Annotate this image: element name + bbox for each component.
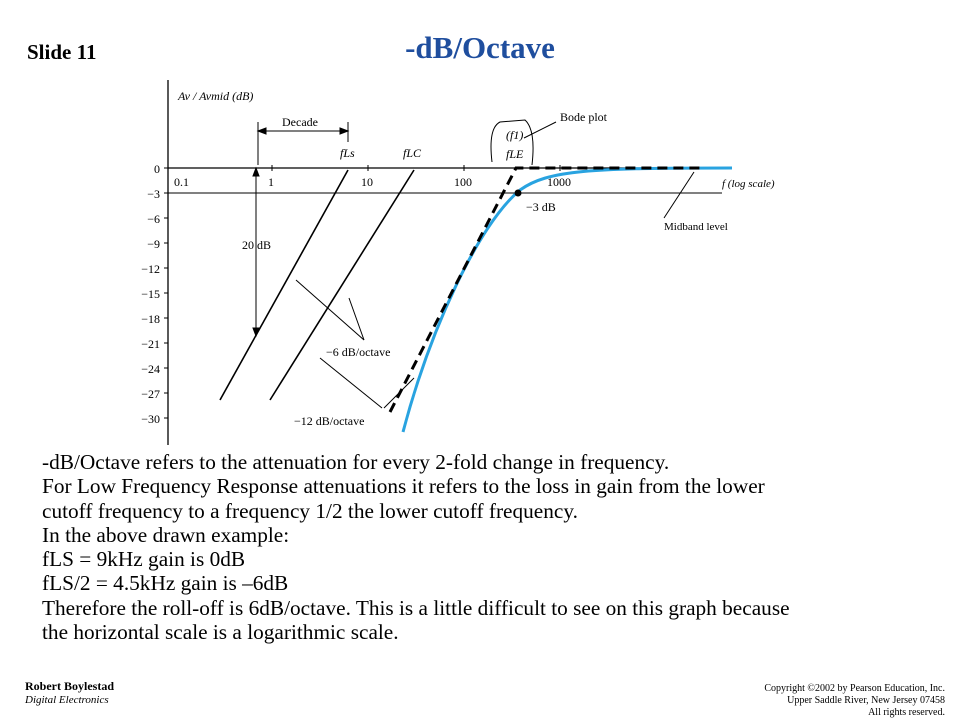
bode-plot-label: Bode plot: [560, 110, 607, 124]
footer-book-title: Digital Electronics: [25, 694, 109, 706]
decade-label: Decade: [282, 115, 318, 129]
slide-title: -dB/Octave: [405, 30, 555, 65]
y-tick-label: −12: [141, 262, 160, 276]
y-tick-label: 0: [154, 162, 160, 176]
body-line: fLS = 9kHz gain is 0dB: [42, 547, 246, 572]
y-tick-label: −21: [141, 337, 160, 351]
x-tick-label: 10: [361, 175, 373, 189]
y-tick-label: −6: [147, 212, 160, 226]
body-line: fLS/2 = 4.5kHz gain is –6dB: [42, 571, 289, 596]
copyright-line: Upper Saddle River, New Jersey 07458: [787, 695, 945, 706]
minus-12db-label: −12 dB/octave: [294, 414, 365, 428]
x-tick-label: 0.1: [174, 175, 189, 189]
x-tick-label: 100: [454, 175, 472, 189]
minus-3db-label: −3 dB: [526, 200, 556, 214]
y-tick-label: −15: [141, 287, 160, 301]
body-line: For Low Frequency Response attenuations it refers to the loss in gain from the lower: [42, 474, 765, 499]
minus-12db-leaders: [320, 358, 414, 408]
y-tick-label: −18: [141, 312, 160, 326]
y-tick-label: −30: [141, 412, 160, 426]
body-text: [42, 450, 942, 644]
y-axis-tick-labels: [141, 162, 160, 426]
minus-6db-octave-line-flc: [270, 170, 414, 400]
flc-label: fLC: [403, 146, 422, 160]
y-tick-label: −24: [141, 362, 160, 376]
x-tick-label: 1000: [547, 175, 571, 189]
f1-label: (f1): [506, 128, 524, 142]
x-tick-label: 1: [268, 175, 274, 189]
y-tick-label: −27: [141, 387, 160, 401]
minus-3db-point: [515, 190, 522, 197]
body-line: Therefore the roll-off is 6dB/octave. This is a little difficult to see on this graph because: [42, 595, 790, 620]
midband-label: Midband level: [664, 221, 728, 233]
minus-6db-leaders: [296, 280, 364, 340]
twenty-db-label: 20 dB: [242, 238, 272, 252]
body-line: cutoff frequency to a frequency 1/2 the lower cutoff frequency.: [42, 498, 578, 523]
y-axis-title: Av / Avmid (dB): [178, 89, 254, 103]
x-axis-title: f (log scale): [722, 178, 775, 190]
slide-number: Slide 11: [27, 40, 97, 64]
y-tick-label: −9: [147, 237, 160, 251]
footer-copyright: [764, 683, 945, 719]
y-tick-label: −3: [147, 187, 160, 201]
response-curve: [403, 168, 732, 432]
fle-label: fLE: [506, 147, 524, 161]
body-line: the horizontal scale is a logarithmic scale.: [42, 620, 399, 645]
minus-6db-label: −6 dB/octave: [326, 345, 391, 359]
fls-label: fLs: [340, 146, 355, 160]
body-line: In the above drawn example:: [42, 522, 290, 547]
copyright-line: All rights reserved.: [868, 707, 945, 718]
midband-leader: [664, 172, 694, 218]
copyright-line: Copyright ©2002 by Pearson Education, Inc.: [764, 683, 945, 694]
footer-author: Robert Boylestad: [25, 679, 114, 693]
body-line: -dB/Octave refers to the attenuation for every 2-fold change in frequency.: [42, 450, 670, 474]
